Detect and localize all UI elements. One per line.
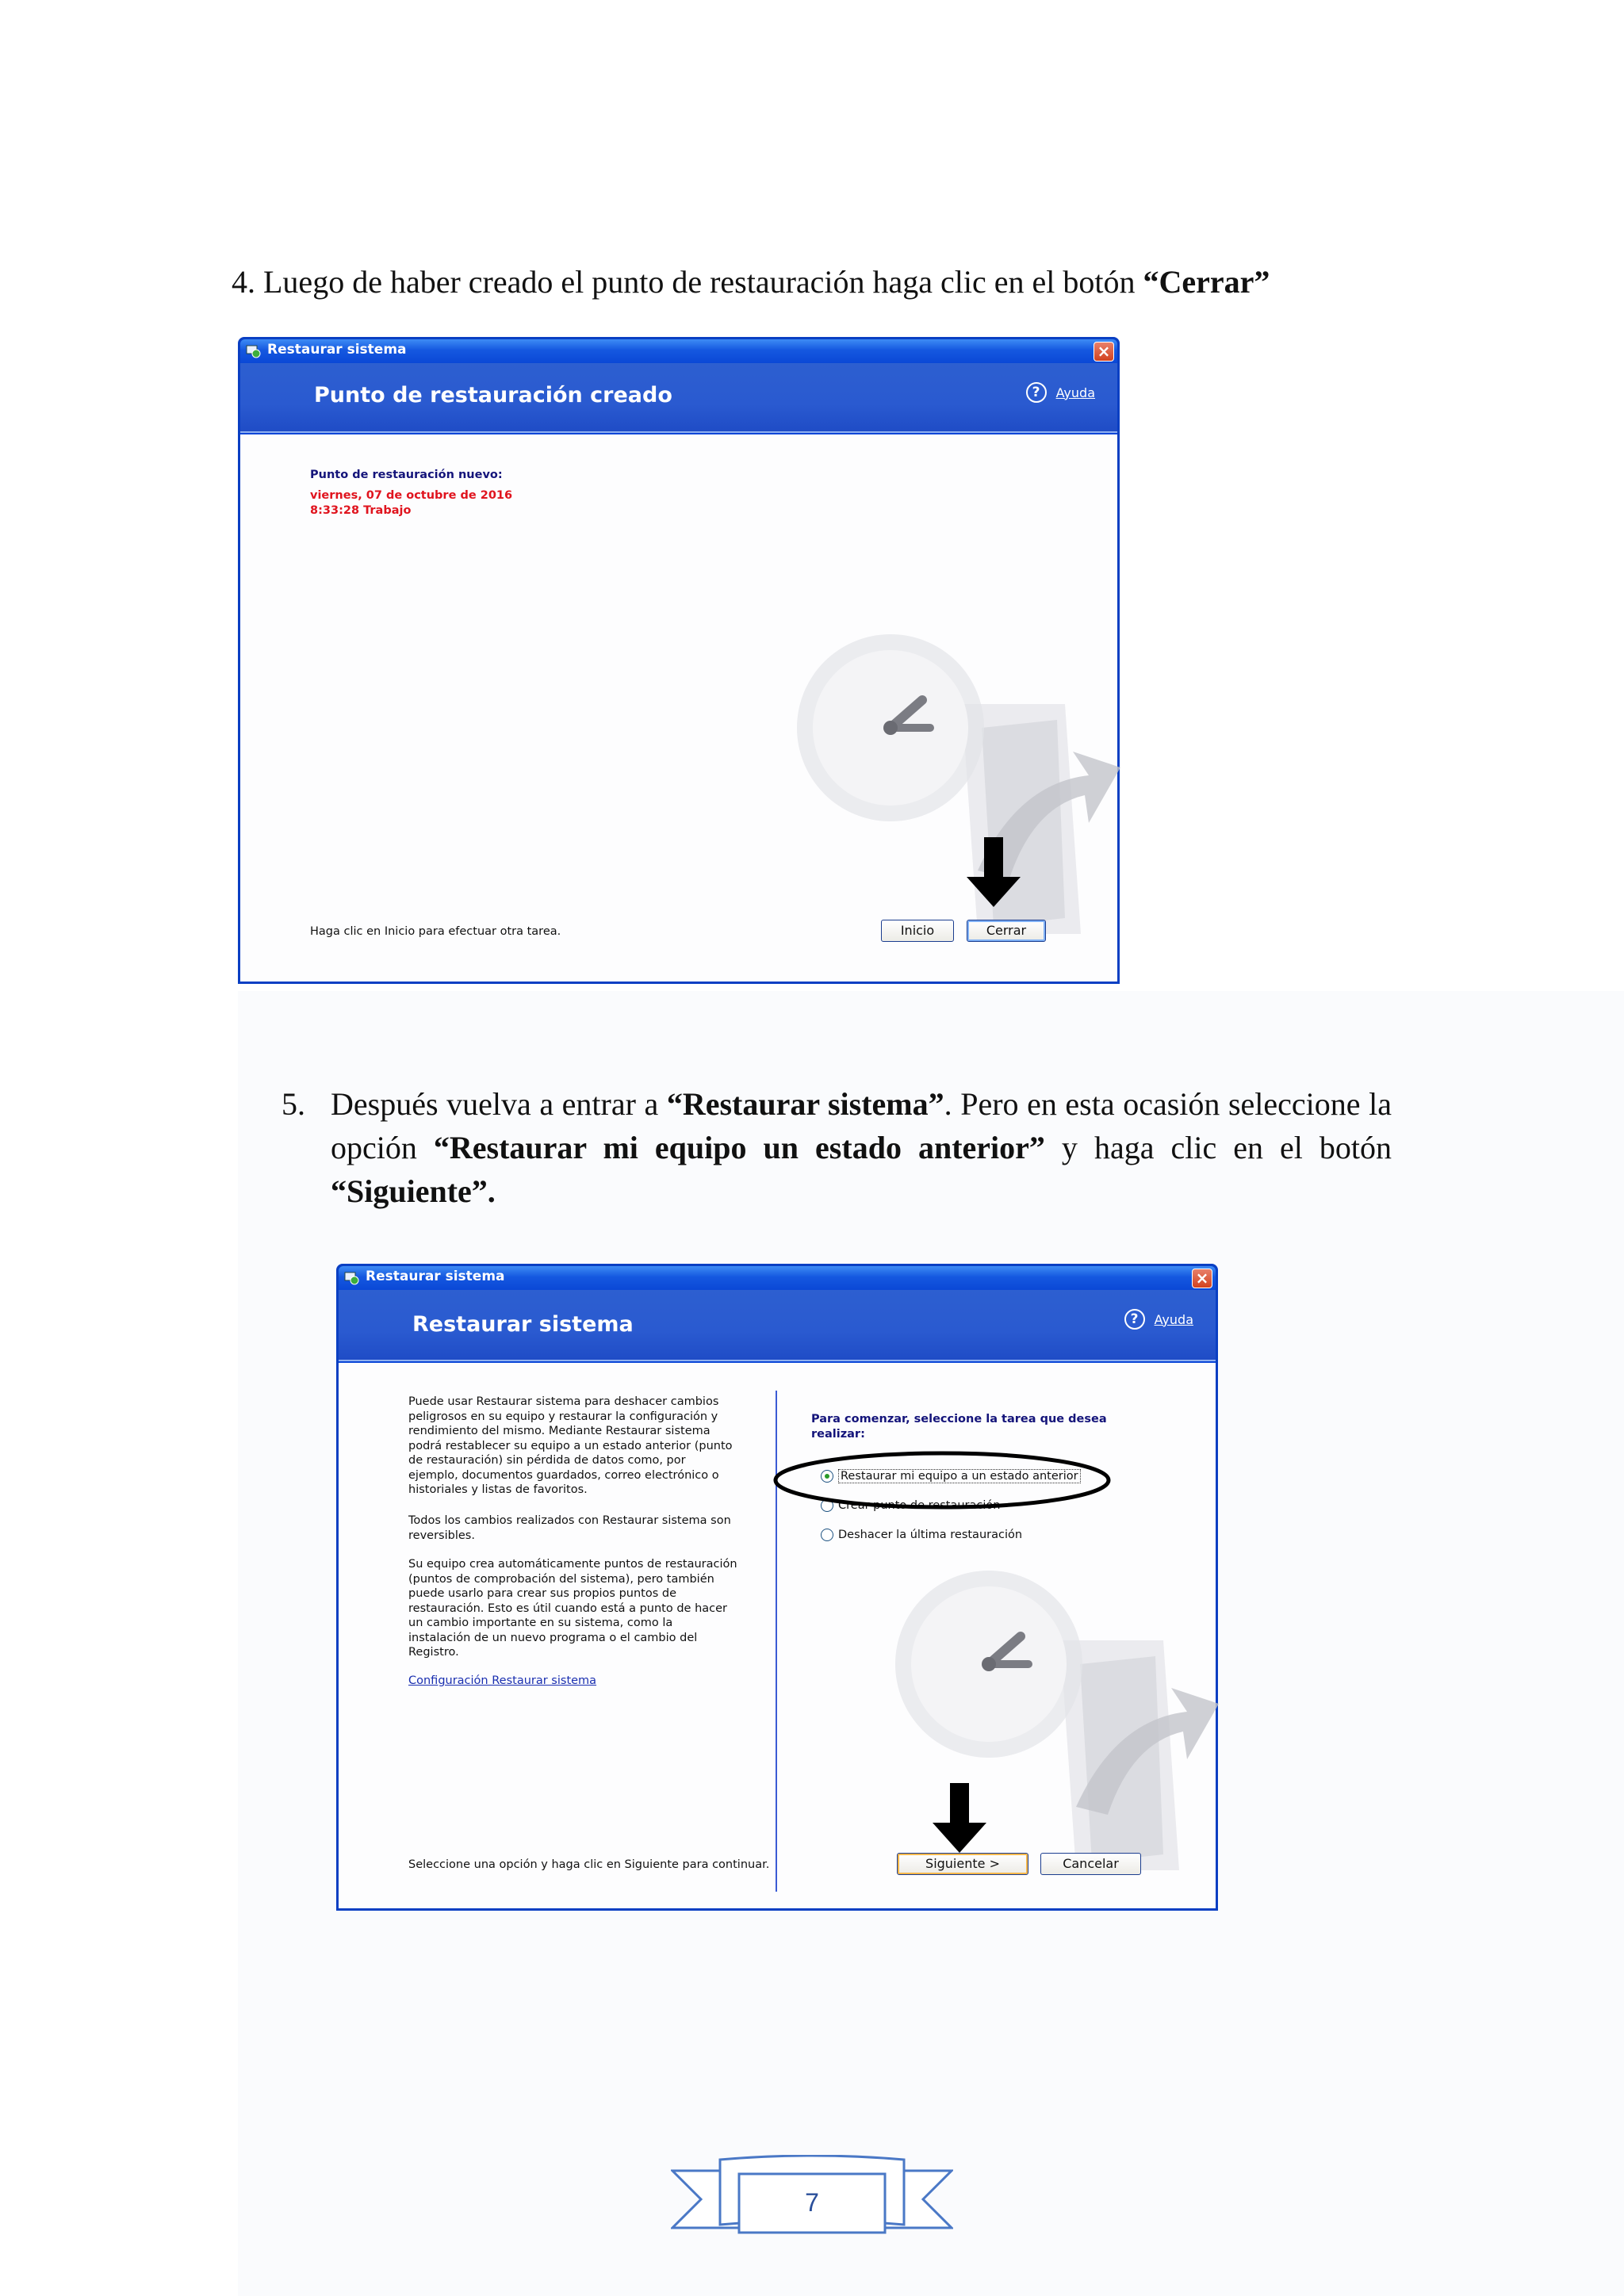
page-heading: Restaurar sistema: [412, 1312, 634, 1337]
close-button[interactable]: Cerrar: [967, 920, 1046, 942]
system-restore-window: [336, 1264, 1218, 1911]
task-prompt: Para comenzar, seleccione la tarea que desea realizar:: [811, 1413, 1107, 1441]
restore-time: 8:33:28 Trabajo: [310, 504, 412, 517]
window-titlebar[interactable]: [339, 1266, 1216, 1290]
restore-date: viernes, 07 de octubre de 2016: [310, 489, 513, 502]
option-undo-restore[interactable]: [821, 1529, 1022, 1541]
intro-paragraph-2: Todos los cambios realizados con Restaurar sistema son reversibles.: [408, 1514, 731, 1542]
option-label: Restaurar mi equipo a un estado anterior: [838, 1469, 1081, 1483]
next-button[interactable]: Siguiente >: [897, 1853, 1028, 1875]
new-point-label: Punto de restauración nuevo:: [310, 469, 503, 481]
help-link-group[interactable]: [1026, 382, 1095, 403]
window-title: Restaurar sistema: [267, 342, 407, 358]
page-number: 7: [805, 2188, 819, 2217]
down-arrow-pointer-icon: [928, 1783, 991, 1854]
help-link[interactable]: Ayuda: [1154, 1311, 1193, 1327]
down-arrow-pointer-icon: [962, 837, 1025, 909]
window-title: Restaurar sistema: [366, 1269, 505, 1284]
help-icon: ?: [1026, 382, 1047, 403]
window-body: [339, 1363, 1216, 1908]
page-number-ribbon: [671, 2155, 953, 2237]
restore-point-created-window: [238, 337, 1120, 984]
step-4-instruction: [232, 260, 1421, 304]
cancel-button[interactable]: Cancelar: [1040, 1853, 1141, 1875]
window-body: [240, 434, 1117, 982]
step-5-bold-2: “Restaurar mi equipo un estado anterior”: [433, 1130, 1045, 1165]
system-restore-app-icon: [343, 1270, 359, 1286]
option-label: Deshacer la última restauración: [838, 1529, 1023, 1541]
step-5-bold-1: “Restaurar sistema”: [666, 1086, 944, 1122]
help-link[interactable]: Ayuda: [1055, 385, 1095, 400]
step-5-number: 5.: [282, 1086, 305, 1122]
help-link-group[interactable]: [1124, 1309, 1193, 1330]
footer-instruction: Haga clic en Inicio para efectuar otra tarea.: [310, 925, 561, 938]
page-heading: Punto de restauración creado: [314, 383, 672, 408]
step-5-text-1: Después vuelva a entrar a: [331, 1086, 667, 1122]
system-restore-app-icon: [245, 343, 261, 359]
close-icon[interactable]: ×: [1192, 1269, 1212, 1288]
highlight-ellipse-annotation: [772, 1448, 1113, 1512]
window-titlebar[interactable]: [240, 339, 1117, 363]
step-5-text-2: . Pero en esta ocasión seleccione la opción: [331, 1086, 1392, 1165]
footer-instruction: Seleccione una opción y haga clic en Siguiente para continuar.: [408, 1858, 770, 1871]
step-5-bold-3: “Siguiente”.: [331, 1173, 496, 1209]
intro-paragraph-1: Puede usar Restaurar sistema para deshacer cambios peligrosos en su equipo y restaurar la configuración y rendimiento del mismo. Mediante Restaurar sistema podrá restablecer su equipo a un estado anterior (punto de restauración) sin pérdida de datos como, por ejemplo, documentos guardados, correo electrónico o historiales y listas de favoritos.: [408, 1395, 733, 1496]
clock-watermark-icon: [779, 633, 1120, 950]
config-link[interactable]: Configuración Restaurar sistema: [408, 1674, 597, 1687]
radio-button[interactable]: [821, 1529, 833, 1541]
window-header: [339, 1290, 1216, 1361]
step-4-text: 4. Luego de haber creado el punto de restauración haga clic en el botón: [232, 264, 1143, 300]
step-5-paragraph: [331, 1082, 1392, 1213]
close-icon[interactable]: ×: [1094, 342, 1114, 362]
option-label: Crear punto de restauración: [838, 1499, 1001, 1512]
home-button[interactable]: Inicio: [881, 920, 954, 942]
help-icon: ?: [1124, 1309, 1145, 1330]
intro-paragraph-3: Su equipo crea automáticamente puntos de restauración (puntos de comprobación del sistema), pero también puede usarlo para crear sus propios puntos de restauración. Esto es útil cuando está a punto de hacer un cambio importante en su sistema, como la instalación de un nuevo programa o el cambio del Registro.: [408, 1558, 737, 1659]
step-5-instruction: [282, 1082, 1392, 1213]
step-5-text-3: y haga clic en el botón: [1044, 1130, 1392, 1165]
window-header: [240, 363, 1117, 433]
step-4-bold: “Cerrar”: [1143, 264, 1270, 300]
